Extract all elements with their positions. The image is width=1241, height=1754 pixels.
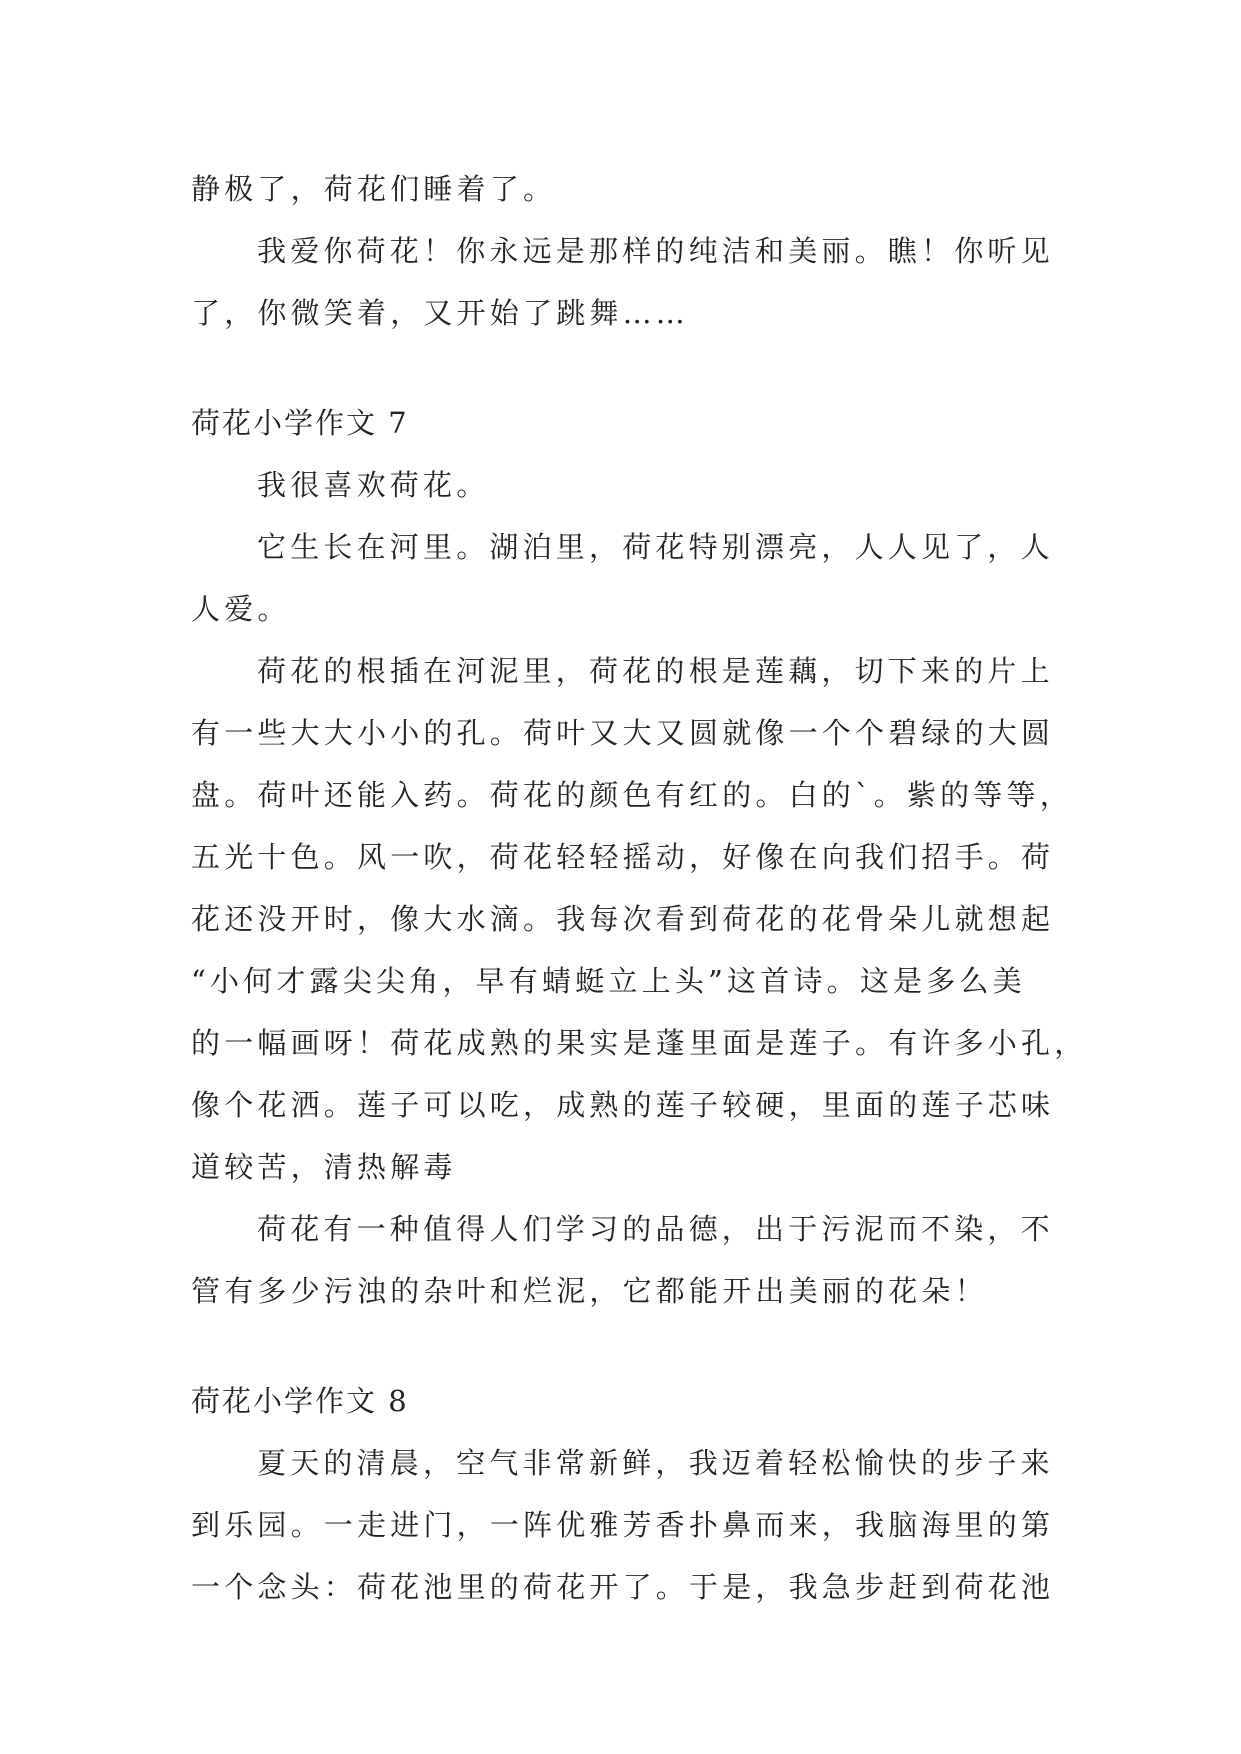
document-body	[191, 158, 1088, 1618]
paragraph-line: 道较苦，清热解毒	[191, 1150, 457, 1184]
paragraph-line: 五光十色。风一吹，荷花轻轻摇动，好像在向我们招手。荷	[191, 840, 1055, 874]
paragraph-line: 的一幅画呀！荷花成熟的果实是蓬里面是莲子。有许多小孔，	[191, 1026, 1088, 1060]
paragraph-line: 盘。荷叶还能入药。荷花的颜色有红的。白的`。紫的等等，	[191, 778, 1073, 812]
paragraph-line: 花还没开时，像大水滴。我每次看到荷花的花骨朵儿就想起	[191, 902, 1055, 936]
paragraph-line: 像个花洒。莲子可以吃，成熟的莲子较硬，里面的莲子芯味	[191, 1088, 1055, 1122]
section-gap	[191, 344, 1061, 392]
paragraph-line: 我很喜欢荷花。	[257, 468, 490, 502]
paragraph-line: 有一些大大小小的孔。荷叶又大又圆就像一个个碧绿的大圆	[191, 716, 1055, 750]
section-title: 荷花小学作文 8	[191, 1384, 409, 1418]
paragraph-line: 管有多少污浊的杂叶和烂泥，它都能开出美丽的花朵！	[191, 1274, 988, 1308]
section-gap	[191, 1322, 1061, 1370]
paragraph-line: 夏天的清晨，空气非常新鲜，我迈着轻松愉快的步子来	[257, 1446, 1054, 1480]
paragraph-line: 一个念头：荷花池里的荷花开了。于是，我急步赶到荷花池	[191, 1570, 1055, 1604]
paragraph-line: 人爱。	[191, 592, 291, 626]
paragraph-line: 它生长在河里。湖泊里，荷花特别漂亮，人人见了，人	[257, 530, 1054, 564]
paragraph-line: “小何才露尖尖角，早有蜻蜓立上头”这首诗。这是多么美	[191, 964, 1026, 998]
paragraph-line: 到乐园。一走进门，一阵优雅芳香扑鼻而来，我脑海里的第	[191, 1508, 1055, 1542]
paragraph-line: 荷花有一种值得人们学习的品德，出于污泥而不染，不	[257, 1212, 1054, 1246]
paragraph-line: 我爱你荷花！你永远是那样的纯洁和美丽。瞧！你听见	[257, 234, 1054, 268]
paragraph-line: 荷花的根插在河泥里，荷花的根是莲藕，切下来的片上	[257, 654, 1054, 688]
section-title: 荷花小学作文 7	[191, 406, 409, 440]
paragraph-line: 静极了，荷花们睡着了。	[191, 172, 557, 206]
paragraph-line: 了，你微笑着，又开始了跳舞……	[191, 296, 690, 330]
